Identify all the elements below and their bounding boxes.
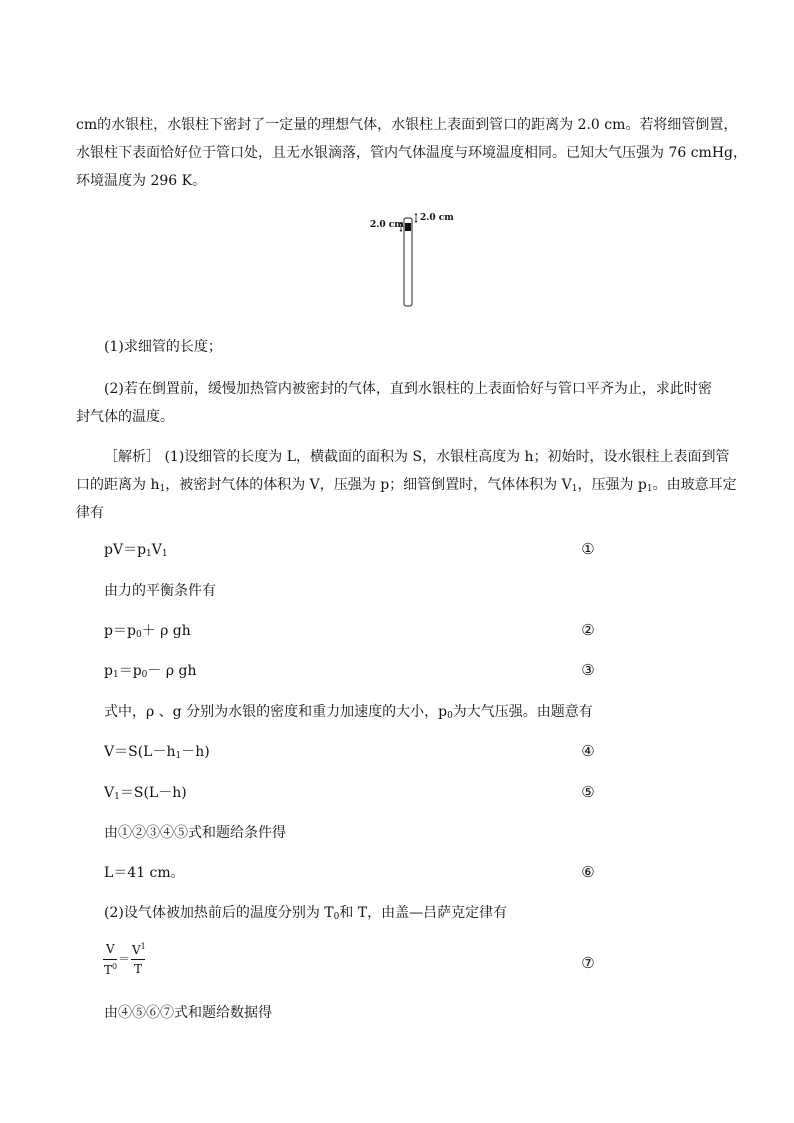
equation-4-number: ④ xyxy=(581,742,595,760)
question-1: (1)求细管的长度； xyxy=(104,339,222,355)
question-2-line-1: (2)若在倒置前，缓慢加热管内被密封的气体，直到水银柱的上表面恰好与管口平齐为止，求此时密 xyxy=(104,381,712,397)
problem-line-1: cm的水银柱，水银柱下密封了一定量的理想气体，水银柱上表面到管口的距离为 2.0 cm。若将细管倒置， xyxy=(76,117,738,133)
problem-line-2: 水银柱下表面恰好位于管口处，且无水银滴落，管内气体温度与环境温度相同。已知大气压强为 76 cmHg， xyxy=(76,145,747,161)
solution-intro-line-3: 律有 xyxy=(76,505,104,521)
frac-left-numerator: V xyxy=(106,942,115,956)
figure-label-left: 2.0 cm xyxy=(370,220,404,230)
equation-4: $V=S(L-h_1-h)$ xyxy=(104,744,210,761)
part-2-text: (2)设气体被加热前后的温度分别为 $T_0$和 T，由盖—吕萨克定律有 xyxy=(104,905,508,922)
from-equations-text: 由①②③④⑤式和题给条件得 xyxy=(104,825,286,841)
mercury-column xyxy=(405,223,411,231)
frac-left-bar xyxy=(103,959,117,960)
question-2-line-2: 封气体的温度。 xyxy=(76,409,174,425)
frac-right-denominator: T xyxy=(134,962,143,976)
solution-intro-line-1: ［解析］ (1)设细管的长度为 L，横截面的面积为 S，水银柱高度为 h；初始时，设水银柱上表面到管 xyxy=(104,449,730,465)
where-text: 式中，ρ 、g 分别为水银的密度和重力加速度的大小，$p_0$为大气压强。由题意有 xyxy=(104,704,593,721)
equation-3-number: ③ xyxy=(581,661,595,679)
equation-5-number: ⑤ xyxy=(581,783,595,801)
force-balance-text: 由力的平衡条件有 xyxy=(104,583,216,599)
tube xyxy=(404,218,412,306)
frac-equals: ＝ xyxy=(118,952,131,966)
equation-7 xyxy=(103,942,146,982)
equation-1-number: ① xyxy=(581,540,595,558)
solution-intro-line-2: 口的距离为 $h_1$，被密封气体的体积为 V，压强为 p；细管倒置时，气体体积为 $V_1$，压强为 $p_1$。由玻意耳定 xyxy=(76,477,737,494)
tube-figure xyxy=(368,210,468,310)
frac-right-numerator: $V^1$ xyxy=(132,942,146,957)
equation-6-number: ⑥ xyxy=(581,863,595,881)
equation-3: $p_1=p_0- \rho$ gh xyxy=(104,663,197,680)
equation-2-number: ② xyxy=(581,621,595,639)
figure-label-right: 2.0 cm xyxy=(420,213,454,223)
final-text: 由④⑤⑥⑦式和题给数据得 xyxy=(104,1005,272,1021)
problem-line-3: 环境温度为 296 K。 xyxy=(76,173,207,189)
frac-left-denominator: $T^0$ xyxy=(104,962,118,977)
equation-5: $V_1=S(L-h)$ xyxy=(104,785,187,802)
equation-7-number: ⑦ xyxy=(581,954,595,972)
equation-1: $pV=p_1V_1$ xyxy=(104,542,168,559)
equation-2: $p=p_0+ \rho$ gh xyxy=(104,623,191,640)
frac-right-bar xyxy=(131,959,145,960)
equation-6: L＝41 cm。 xyxy=(104,865,185,881)
